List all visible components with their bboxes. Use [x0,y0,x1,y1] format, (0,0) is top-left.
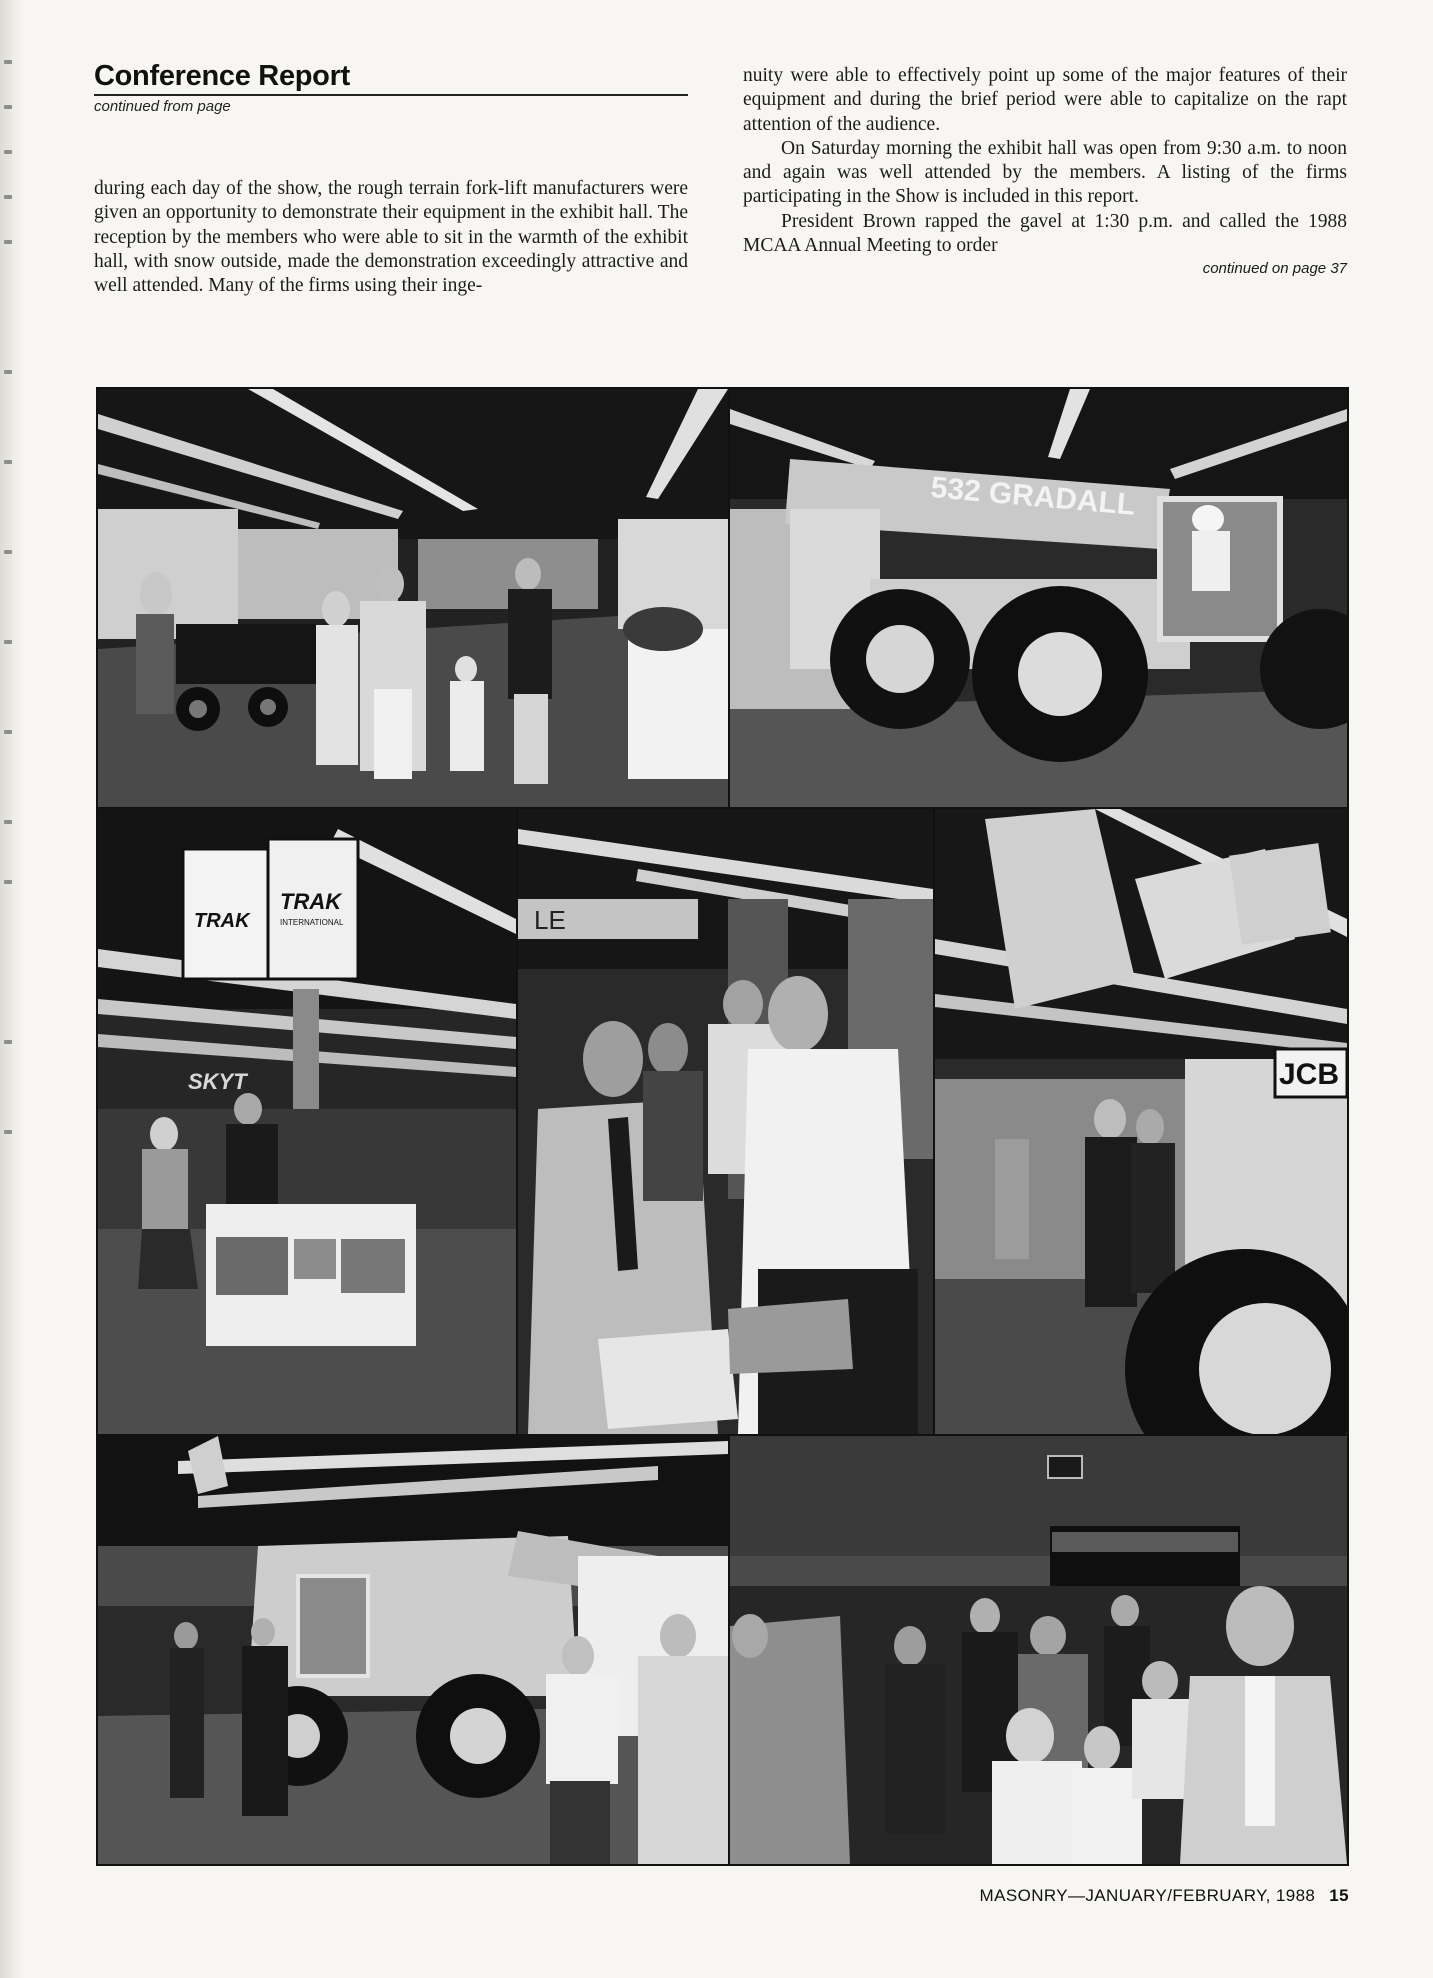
trak-sign-subtitle: INTERNATIONAL [280,918,344,927]
photo-jcb-exhibit [935,809,1347,1434]
photo-telehandler-display [98,1436,728,1864]
binding-hole-mark [4,1130,12,1134]
publication-line: MASONRY—JANUARY/FEBRUARY, 1988 [979,1886,1316,1905]
left-text-column [94,177,688,298]
photo-attendees-hallway [730,1436,1347,1864]
gradall-boom-sign: 532 GRADALL [929,471,1137,522]
skytrak-banner: SKYT [188,1069,247,1094]
right-text-column [743,64,1347,279]
binding-hole-mark [4,105,12,109]
binding-hole-mark [4,195,12,199]
binding-hole-mark [4,640,12,644]
page-footer [980,1886,1349,1906]
exhibit-banner-fragment: LE [534,905,566,935]
binding-hole-mark [4,1040,12,1044]
photo-collage [96,387,1349,1866]
photo-block-discussion [518,809,933,1434]
binding-hole-mark [4,880,12,884]
binding-hole-mark [4,60,12,64]
trak-sign-left: TRAK [194,910,250,932]
page-number: 15 [1329,1886,1349,1905]
binding-hole-mark [4,820,12,824]
binding-hole-mark [4,460,12,464]
paragraph: nuity were able to effectively point up some of the major features of their equipment and during the brief period were able to capitalize on the rapt attention of the audience. [743,65,1347,135]
binding-hole-mark [4,240,12,244]
binding-hole-mark [4,150,12,154]
trak-sign-right: TRAK [280,889,342,914]
continued-from-note: continued from page [94,98,231,115]
paragraph: President Brown rapped the gavel at 1:30 p.m. and called the 1988 MCAA Annual Meeting to order [743,210,1347,257]
jcb-sign: JCB [1279,1058,1340,1091]
binding-hole-mark [4,730,12,734]
title-rule [94,94,688,96]
paragraph: during each day of the show, the rough terrain fork-lift manufacturers were given an opportunity to demonstrate their equipment in the exhibit hall. The reception by the members who were able to sit in the warmth of the exhibit hall, with snow outside, made the demonstration exceedingly attractive and well attended. Many of the firms using their inge- [94,178,688,297]
paragraph: On Saturday morning the exhibit hall was open from 9:30 a.m. to noon and again was well attended by the members. A listing of the firms participating in the Show is included in this report. [743,137,1347,208]
photo-trak-booth [98,809,516,1434]
article-title: Conference Report [94,60,350,92]
binding-hole-mark [4,370,12,374]
binding-hole-mark [4,550,12,554]
page-binding-edge [0,0,24,1978]
photo-exhibit-hall-crowd [98,389,728,807]
photo-gradall-forklift [730,389,1347,807]
continued-on-note: continued on page 37 [1202,260,1347,278]
article-header [94,60,688,115]
